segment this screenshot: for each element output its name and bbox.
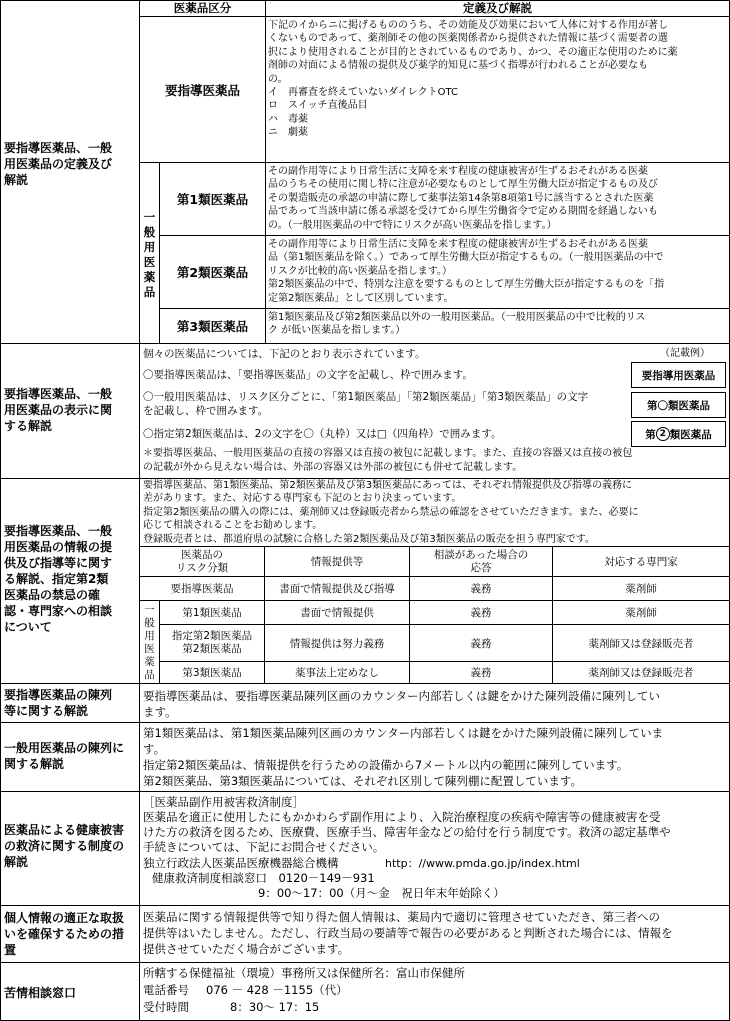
display-line-2: 〇一般用医薬品は、リスク区分ごとに、「第1類医薬品」「第2類医薬品」「第3類医薬品」の文字 を記載し、枠で囲みます。: [143, 391, 589, 417]
inner-ippan-label: 一 般 用 医 薬 品: [144, 604, 155, 681]
cell-resp: 義務: [470, 637, 492, 650]
section1-title: 要指導医薬品、一般 用医薬品の定義及び 解説: [4, 141, 113, 187]
example-box-class-text: 第〇類医薬品: [647, 399, 710, 412]
section4-title: 要指導医薬品の陳列 等に関する解説: [4, 688, 113, 718]
relief-hours: 9：00～17：00（月～金 祝日年末年始除く）: [258, 886, 505, 900]
row-divider: [0, 343, 730, 344]
row-divider: [0, 791, 730, 792]
th-expert: 対応する専門家: [604, 556, 678, 568]
display-note: ＊要指導医薬品、一般用医薬品の直接の容器又は直接の被包に記載します。また、直接の容器又は直接の被包 の記載が外から見えない場合は、外部の容器又は外部の被包にも併せて記載します。: [143, 448, 633, 473]
class1-label: 第1類医薬品: [176, 192, 249, 207]
cell-cat: 要指導医薬品: [170, 583, 234, 595]
relief-text: 医薬品を適正に使用したにもかかわらず副作用により、入院治療程度の疾病や障害等の健康被害を受 けた方の救済を図るため、医療費、医療手当、障害年金などの給付を行う制度です。救済の認定基準や 手続きについては、下記にお問合せください。: [143, 810, 671, 854]
example-caption: （記載例）: [660, 348, 710, 359]
complaint-phone-label: 電話番号: [143, 983, 189, 997]
section4-text: 要指導医薬品は、要指導医薬品陳列区画のカウンター内部若しくは鍵をかけた陳列設備に陳列してい ます。: [143, 689, 661, 719]
section5-title: 一般用医薬品の陳列に 関する解説: [4, 741, 125, 771]
example-box-yoshido-text: 要指導用医薬品: [641, 369, 716, 382]
example-box-designated: [631, 421, 726, 447]
circled-number: 2: [656, 427, 670, 441]
info-intro: 要指導医薬品、第1類医薬品、第2類医薬品及び第3類医薬品にあっては、それぞれ情報提供及び指導の義務に 差があります。また、対応する専門家も下記のとおり決まっています。 指定第2類医薬品の購入の際には、薬剤師又は登録販売者から禁忌の確認をさせていただきます。また、必要に 応じて相談されることをお勧めします。 登録販売者とは、都道府県の試験に合格した第2類医薬品及び第3類医薬品の販売を担う専門家です。: [143, 480, 639, 545]
complaint-hours-label: 受付時間: [143, 1000, 189, 1014]
cell-resp: 義務: [470, 607, 492, 619]
yoshido-label: 要指導医薬品: [164, 82, 240, 98]
relief-url[interactable]: http：//www.pmda.go.jp/index.html: [385, 857, 580, 870]
cell-info: 情報提供は努力義務: [289, 637, 385, 650]
section3-title: 要指導医薬品、一般 用医薬品の情報の提 供及び指導等に関す る解説、指定第2類 医薬品の禁忌の確 認・専門家への相談 について: [4, 524, 113, 634]
cell-cat: 第1類医薬品: [182, 607, 242, 619]
section2-title: 要指導医薬品、一般 用医薬品の表示に関 する解説: [4, 387, 113, 433]
th-response: 相談があった場合の 応答: [433, 548, 529, 574]
display-intro: 個々の医薬品については、下記のとおり表示されています。: [143, 348, 426, 360]
th-info: 情報提供等: [310, 556, 364, 568]
yoshido-text: 下記のイからニに掲げるもののうち、その効能及び効果において人体に対する作用が著し くないものであって、薬剤師その他の医薬関係者から提供された情報に基づく需要者の選 択により使用されることが目的とされているものであり、かつ、その適正な使用のために薬 剤師の対面による情報の提供及び薬学的知見に基づく指導が行われることが必要なも の。 イ 再審査を終えていないダイレクトOTC ロ スイッチ直後品目 ハ 毒薬 ニ 劇薬: [268, 20, 678, 139]
complaint-office: 所轄する保健福祉（環境）事務所又は保健所名：富山市保健所: [143, 966, 465, 980]
display-line-1: 〇要指導医薬品は、「要指導医薬品」の文字を記載し、枠で囲みます。: [143, 369, 473, 381]
th-risk: 医薬品の リスク分類: [175, 548, 229, 574]
ippan-label: 一 般 用 医 薬 品: [143, 210, 156, 299]
cell-resp: 義務: [470, 667, 492, 679]
class3-label: 第3類医薬品: [176, 319, 249, 334]
relief-consult: 健康救済制度相談窓口 0120－149－931: [152, 871, 375, 885]
section7-title: 個人情報の適正な取扱 いを確保するための措 置: [4, 911, 125, 957]
example-box-class: [631, 392, 726, 418]
class1-text: その副作用等により日常生活に支障を来す程度の健康被害が生ずるおそれがある医薬 品のうちその使用に関し特に注意が必要なものとして厚生労働大臣が指定するもの及び その製造販売の承認の申請に際して薬事法第14条第8項第1号に該当するとされた医薬 品であって当該申請に係る承認を受けてから厚生労働省令で定める期間を経過しないも の。（一般用医薬品の中で特にリスクが高い医薬品を指します。）: [268, 166, 658, 231]
cell-expert: 薬剤師又は登録販売者: [588, 637, 694, 650]
example-box-designated-pre: 第: [645, 428, 656, 441]
display-line-3: 〇指定第2類医薬品は、2の文字を〇（丸枠）又は□（四角枠）で囲みます。: [143, 428, 502, 440]
cell-resp: 義務: [470, 583, 492, 595]
cell-cat: 第3類医薬品: [182, 667, 242, 679]
section5-text: 第1類医薬品は、第1類医薬品陳列区画のカウンター内部若しくは鍵をかけた陳列設備に陳列していま す。 指定第2類医薬品は、情報提供を行うための設備から7メートル以内の範囲に陳列しています。 第2類医薬品、第3類医薬品については、それぞれ区別して陳列棚に配置しています。: [143, 726, 664, 788]
class2-label: 第2類医薬品: [176, 265, 249, 280]
table-border-left: [0, 0, 1, 1021]
row-divider: [0, 905, 730, 906]
row-divider: [0, 722, 730, 723]
cell-info: 書面で情報提供: [300, 607, 374, 619]
cell-cat: 指定第2類医薬品 第2類医薬品: [171, 630, 253, 655]
complaint-phone: 076 － 428 －1155（代）: [206, 983, 348, 997]
relief-org: 独立行政法人医薬品医療機器総合機構: [143, 856, 339, 870]
relief-heading: ［医薬品副作用被害救済制度］: [143, 795, 304, 809]
definition-divider: [265, 0, 266, 343]
row-divider: [0, 683, 730, 684]
cell-expert: 薬剤師: [625, 607, 657, 619]
row-divider: [0, 962, 730, 963]
class2-text: その副作用等により日常生活に支障を来す程度の健康被害が生ずるおそれがある医薬 品（第1類医薬品を除く。）であって厚生労働大臣が指定するもの。（一般用医薬品の中で リスクが比較的高い医薬品を指します。） 第2類医薬品の中で、特別な注意を要するものとして厚生労働大臣が指定するものを「指 定第2類医薬品」として区別しています。: [268, 239, 665, 304]
cell-expert: 薬剤師又は登録販売者: [588, 667, 694, 679]
complaint-hours: 8：30～ 17：15: [230, 1000, 320, 1014]
cell-expert: 薬剤師: [625, 583, 657, 595]
header-definition: 定義及び解説: [463, 1, 532, 15]
header-category: 医薬品区分: [173, 1, 232, 15]
section8-title: 苦情相談窓口: [4, 986, 77, 1000]
example-box-yoshido: [631, 362, 726, 388]
class3-text: 第1類医薬品及び第2類医薬品以外の一般用医薬品。（一般用医薬品の中で比較的リス ク が低い医薬品を指します。）: [268, 312, 646, 337]
cell-info: 書面で情報提供及び指導: [279, 583, 395, 595]
section6-title: 医薬品による健康被害 の救済に関する制度の 解説: [4, 823, 125, 869]
example-box-designated-post: 類医薬品: [669, 428, 712, 441]
cell-info: 薬事法上定めなし: [295, 667, 379, 679]
section7-text: 医薬品に関する情報提供等で知り得た個人情報は、薬局内で適切に管理させていただき、第三者への 提供等はいたしません。ただし、行政当局の要請等で報告の必要があると判断された場合には、情報を 提供させていただく場合がございます。: [143, 910, 673, 956]
